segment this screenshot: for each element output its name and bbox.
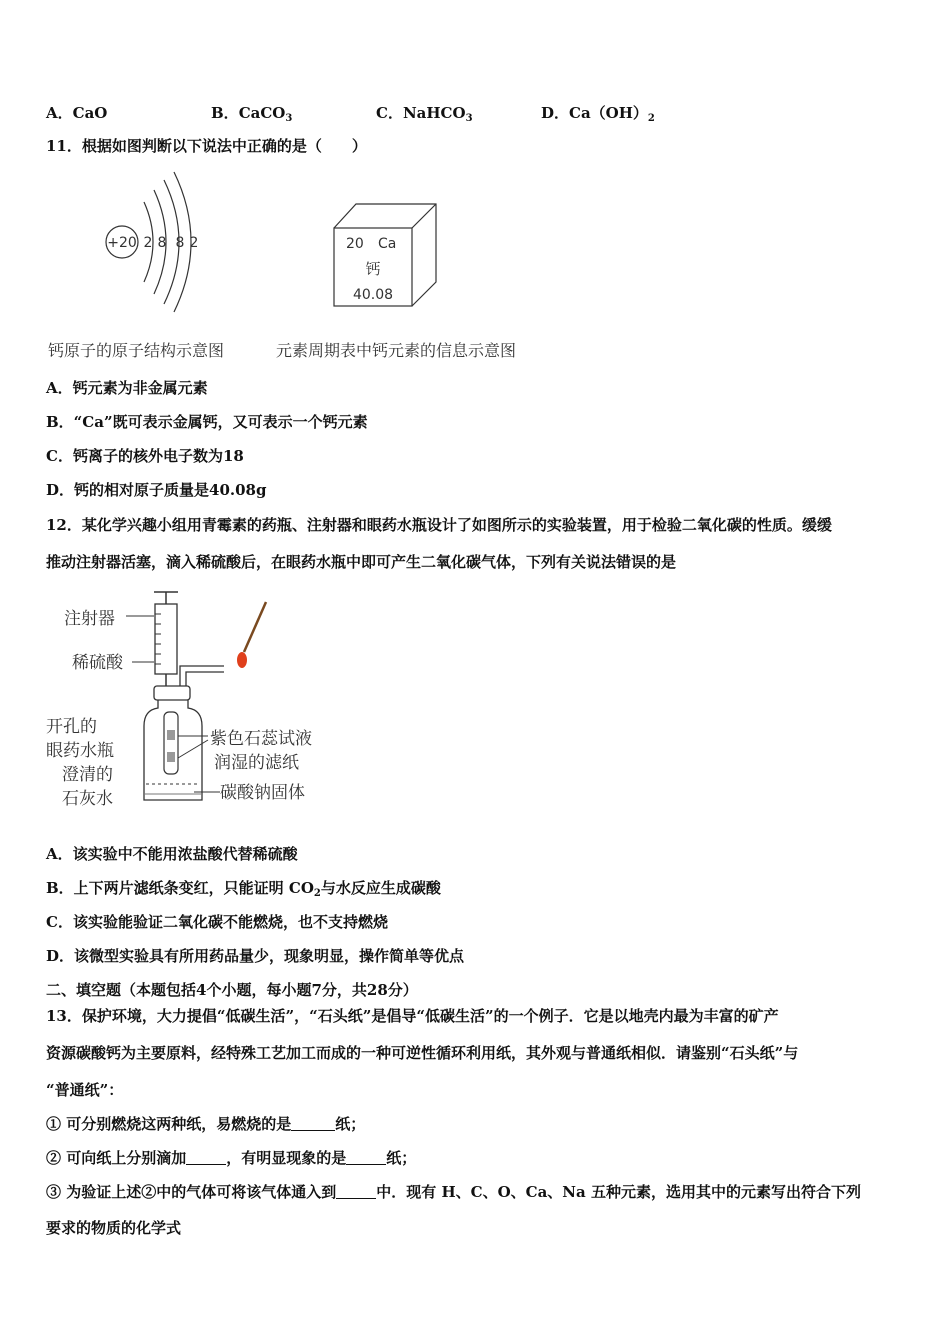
q12-option-c: C．该实验能验证二氧化碳不能燃烧，也不支持燃烧 [46, 913, 388, 931]
caption-periodic-cell: 元素周期表中钙元素的信息示意图 [276, 341, 517, 360]
section-2-heading: 二、填空题（本题包括4个小题，每小题7分，共28分） [46, 981, 418, 999]
label-syringe: 注射器 [64, 609, 115, 629]
q13-item1: ① 可分别燃烧这两种纸，易燃烧的是 纸； [46, 1115, 366, 1133]
answer-blank [346, 1150, 386, 1165]
answer-blank [186, 1150, 226, 1165]
element-symbol: Ca [378, 236, 397, 252]
element-name: 钙 [365, 260, 381, 278]
q12-stem-line2: 推动注射器活塞，滴入稀硫酸后，在眼药水瓶中即可产生二氧化碳气体，下列有关说法错误的是 [46, 553, 677, 571]
q13-item3: ③ 为验证上述②中的气体可将该气体通入到 中．现有 H、C、O、Ca、Na 五种元素，选用其中的元素写出符合下列 [46, 1183, 861, 1201]
q12-option-a: A．该实验中不能用浓盐酸代替稀硫酸 [46, 845, 298, 863]
atomic-number: 20 [346, 236, 364, 252]
q13-line1: 13．保护环境，大力提倡“低碳生活”，“石头纸”是倡导“低碳生活”的一个例子．它是以地壳内最为丰富的矿产 [46, 1007, 779, 1025]
atom-nucleus: +20 [107, 235, 137, 251]
q10-option-a: A．CaO [46, 104, 108, 122]
q10-option-b: B．CaCO$_3$ [211, 104, 293, 124]
periodic-table-cell-calcium [330, 200, 442, 310]
q12-option-b: B．上下两片滤纸条变红，只能证明 $CO_2$与水反应生成碳酸 [46, 879, 441, 899]
q10-option-c: C．NaHCO$_3$ [376, 104, 473, 124]
experiment-apparatus-diagram [44, 580, 344, 814]
answer-blank [291, 1116, 335, 1131]
atom-structure-diagram [100, 166, 210, 316]
q13-last-line: 要求的物质的化学式 [46, 1219, 182, 1237]
label-dilute-acid: 稀硫酸 [72, 653, 123, 673]
shell-2-electrons: 8 [157, 235, 167, 251]
q11-stem: 11．根据如图判断以下说法中正确的是（ ） [46, 137, 367, 155]
q12-option-d: D．该微型实验具有所用药品量少，现象明显，操作简单等优点 [46, 947, 465, 965]
label-litmus-line2: 润湿的滤纸 [214, 753, 299, 773]
q11-option-b: B．“Ca”既可表示金属钙，又可表示一个钙元素 [46, 413, 368, 431]
q12-stem-line1: 12．某化学兴趣小组用青霉素的药瓶、注射器和眼药水瓶设计了如图所示的实验装置，用于检验二氧化碳的性质。缓缓 [46, 516, 832, 534]
shell-3-electrons: 8 [175, 235, 185, 251]
label-bottle-line2: 眼药水瓶 [46, 741, 114, 761]
shell-1-electrons: 2 [143, 235, 153, 251]
label-limewater-line2: 石灰水 [62, 789, 113, 809]
atomic-mass: 40.08 [352, 287, 394, 303]
q11-option-c: C．钙离子的核外电子数为18 [46, 447, 244, 465]
label-litmus-line1: 紫色石蕊试液 [210, 729, 312, 749]
q11-option-d: D．钙的相对原子质量是40.08g [46, 481, 267, 499]
caption-atom-structure: 钙原子的原子结构示意图 [48, 341, 225, 360]
q10-option-d: D．$Ca(OH)_2$ [541, 104, 655, 124]
label-bottle-line1: 开孔的 [46, 717, 97, 737]
label-limewater-line1: 澄清的 [62, 765, 113, 785]
label-sodium-carbonate: 碳酸钠固体 [220, 783, 305, 803]
answer-blank [336, 1184, 376, 1199]
shell-4-electrons: 2 [189, 235, 199, 251]
q13-line2: 资源碳酸钙为主要原料，经特殊工艺加工而成的一种可逆性循环利用纸，其外观与普通纸相似．请鉴别“石头纸”与 [46, 1044, 799, 1062]
q11-option-a: A．钙元素为非金属元素 [46, 379, 208, 397]
q13-item2: ② 可向纸上分别滴加 ，有明显现象的是 纸； [46, 1149, 417, 1167]
q13-line3: “普通纸”： [46, 1081, 124, 1099]
